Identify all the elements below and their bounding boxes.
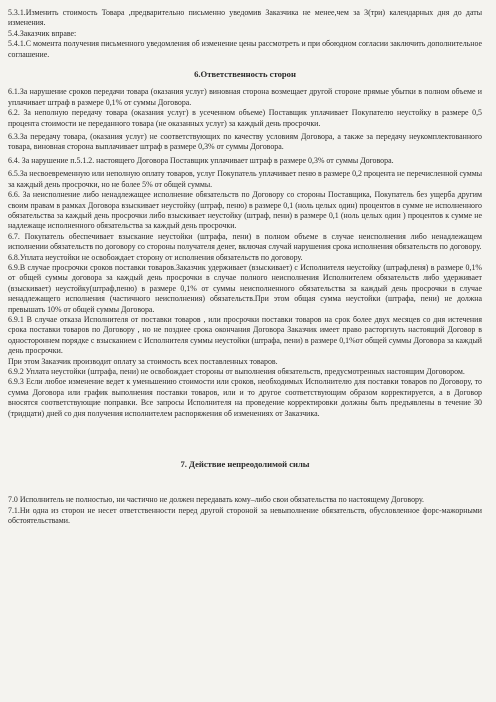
section-5-tail xyxy=(8,8,482,60)
clause-6-9-1: 6.9.1 В случае отказа Исполнителя от поставки товаров , или просрочки поставки товаров на срок более двух месяцев со дня истечения срока поставки товаров по Договору , но не позднее срока окончания Договора Заказчик имеет право расторгнуть настоящий Договор в одностороннем порядке с взысканием с Исполнителя суммы неустойки (штрафа, пени) в размере 0,1%от общей суммы Договора за каждый день просрочки. xyxy=(8,314,482,356)
clause-6-9-3: 6.9.3 Если любое изменение ведет к уменьшению стоимости или сроков, необходимых Исполнителю для поставки товаров по Договору, то сумма Договора или график выполнения поставки товаров, или и то другое соответствующим образом корректируется, а в Договор вносятся соответствующие поправки. Все запросы Исполнителя на проведение корректировки должны быть предъявлены в течение 30 (тридцати) дней со дня получения исполнителем распоряжения об изменениях от Заказчика. xyxy=(8,377,482,418)
clause-5-3-1: 5.3.1.Изменить стоимость Товара ,предварительно письменно уведомив Заказчика не менее,чем за 3(три) календарных дня до даты изменения. xyxy=(8,8,482,28)
clause-6-2: 6.2. За неполную передачу товара (оказания услуг) в усеченном объеме) Поставщик уплачивает Покупателю неустойку в размере 0,5 процента стоимости не переданного товара (не оказанных услуг) за каждый день просрочки. xyxy=(8,108,482,128)
clause-7-0: 7.0 Исполнитель не полностью, ни частично не должен передавать кому–либо свои обязательства по настоящему Договору. xyxy=(8,495,425,505)
section-6 xyxy=(8,87,482,419)
clause-6-3: 6.3.За передачу товара, (оказания услуг) не соответствующих по качеству условиям Договора, а также за передачу неукомплектованного товара, виновная сторона выплачивает штраф в размере 0,3% от суммы Договора. xyxy=(8,132,482,152)
clause-6-9: 6.9.В случае просрочки сроков поставки товаров.Заказчик удерживает (взыскивает) с Исполнителя неустойку (штраф,пеня) в размере 0,1% от общей суммы договора за каждый день просрочки в случае полного неисполнения Исполнителем обязательств либо удерживает (взыскивает) неустойку(штраф,пеню) в размере 0,1% от суммы неисполненного обязательства за каждый день просрочки в случае ненадлежащего исполнения (частичного неисполнения) обязательств.При этом общая сумма неустойки (штрафа, пени) не должна превышать 10% от общей суммы Договора. xyxy=(8,262,482,314)
clause-5-4-1: 5.4.1.С момента получения письменного уведомления об изменение цены рассмотреть и при обоюдном согласии заключить дополнительное соглашение. xyxy=(8,39,482,59)
section-6-heading: 6.Ответственность сторон xyxy=(194,69,296,80)
clause-6-1: 6.1.За нарушение сроков передачи товара (оказания услуг) виновная сторона возмещает другой стороне прямые убытки в полном объеме и уплачивает штраф в размере 0,1% от суммы Договора. xyxy=(8,87,482,107)
section-7 xyxy=(8,495,482,526)
clause-6-7: 6.7. Покупатель обеспечивает взыскание неустойки (штрафа, пени) в полном объеме в случае неисполнения либо ненадлежащем исполнении обязательств по договору со стороны получателя денег, включая случай нарушения срока исполнения обязательств по договору. xyxy=(8,231,482,252)
clause-6-9-2: 6.9.2 Уплата неустойки (штрафа, пени) не освобождает стороны от выполнения обязательств, предусмотренных настоящим Договором. xyxy=(8,367,465,376)
clause-6-4: 6.4. За нарушение п.5.1.2. настоящего Договора Поставщик уплачивает штраф в размере 0,3% от суммы Договора. xyxy=(8,155,394,165)
clause-6-8: 6.8.Уплата неустойки не освобождает сторону от исполнения обязательств по договору. xyxy=(8,252,303,262)
clause-5-4: 5.4.Заказчик вправе: xyxy=(8,28,77,38)
clause-6-5: 6.5.За несвоевременную или неполную оплату товаров, услуг Покупатель уплачивает пеню в размере 0,2 процента не перечисленной суммы за каждый день просрочки, но не более 5% от общей суммы. xyxy=(8,169,482,189)
clause-6-9-1-note: При этом Заказчик производит оплату за стоимость всех поставленных товаров. xyxy=(8,356,278,366)
section-7-heading: 7. Действие непреодолимой силы xyxy=(180,459,310,470)
clause-6-6: 6.6. За неисполнение либо ненадлежащее исполнение обязательств по Договору со стороны Поставщика, Покупатель без ущерба другим своим правам в рамках Договора взыскивает неустойку (штраф, пеню) в размере 0,1 (ноль целых один) процентов в сумме не исполненного обязательства за каждый день просрочки либо взыскивает неустойку (штраф, пени) в размере 0,1 (ноль целых один ) процентов к сумме не надлежаще исполненного обязательства за каждый день просрочки. xyxy=(8,190,482,231)
clause-7-1: 7.1.Ни одна из сторон не несет ответственности перед другой стороной за невыполнение обязательств, обусловленное форс-мажорными обстоятельствами. xyxy=(8,505,482,526)
